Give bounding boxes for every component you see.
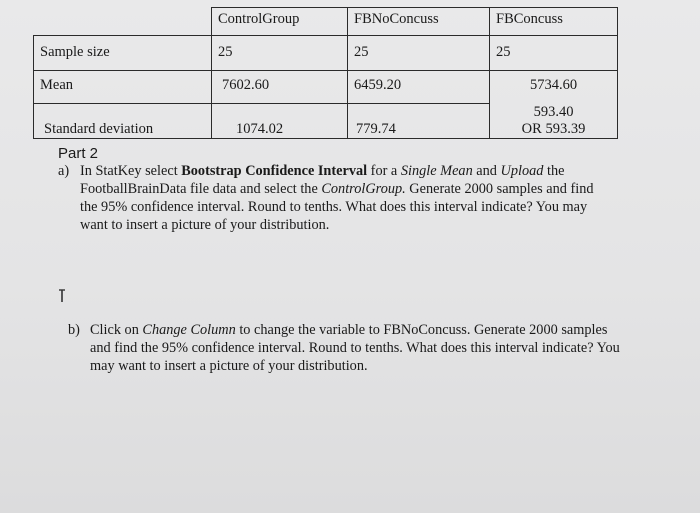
- bold-run: Bootstrap Confidence Interval: [181, 163, 368, 179]
- header-empty-cell: [34, 8, 212, 36]
- cell-fbnoconcuss: 779.74: [348, 104, 490, 139]
- cell-control: 25: [212, 36, 348, 71]
- question-a: [58, 162, 648, 234]
- text-line: [58, 180, 648, 198]
- text-run: to change the variable to FBNoConcuss. Generate 2000 samples: [235, 322, 608, 338]
- text-run: Generate 2000 samples and find: [405, 181, 594, 197]
- cell-control: 7602.60: [212, 71, 348, 104]
- table-header-row: [34, 8, 618, 36]
- text-line: and find the 95% confidence interval. Round to tenths. What does this interval indicate? You: [90, 340, 620, 356]
- row-label: Sample size: [34, 36, 212, 71]
- cell-line: OR 593.39: [521, 120, 586, 137]
- question-b: [68, 321, 658, 375]
- text-line: may want to insert a picture of your distribution.: [90, 358, 368, 374]
- cell-fbconcuss: 5734.60: [490, 71, 618, 104]
- cell-fbnoconcuss: 6459.20: [348, 71, 490, 104]
- cell-fbconcuss: 25: [490, 36, 618, 71]
- cell-line: 593.40: [533, 103, 574, 120]
- text-line: want to insert a picture of your distribution.: [80, 217, 330, 233]
- text-run: and: [472, 163, 501, 179]
- cell-fbconcuss: [490, 104, 618, 139]
- italic-run: Single Mean: [400, 163, 473, 179]
- statistics-table: [33, 7, 618, 139]
- header-fbnoconcuss: FBNoConcuss: [348, 8, 490, 36]
- italic-run: Upload: [500, 163, 544, 179]
- italic-run: ControlGroup.: [321, 181, 406, 197]
- question-marker: a): [58, 163, 70, 179]
- cell-control: 1074.02: [212, 104, 348, 139]
- italic-run: Change Column: [142, 322, 236, 338]
- row-label: Mean: [34, 71, 212, 104]
- table-row: [34, 36, 618, 71]
- text-cursor-icon: [58, 288, 66, 304]
- text-line: the 95% confidence interval. Round to tenths. What does this interval indicate? You may: [80, 199, 588, 215]
- table-row: [34, 104, 618, 139]
- header-fbconcuss: FBConcuss: [490, 8, 618, 36]
- part-title: Part 2: [58, 145, 99, 162]
- text-run: FootballBrainData file data and select the: [80, 181, 322, 197]
- cell-fbnoconcuss: 25: [348, 36, 490, 71]
- question-marker: b): [68, 322, 80, 338]
- text-run: In StatKey select: [80, 163, 182, 179]
- text-run: the: [543, 163, 565, 179]
- text-run: Click on: [90, 322, 143, 338]
- row-label: Standard deviation: [34, 104, 212, 139]
- text-run: for a: [367, 163, 401, 179]
- header-control-group: ControlGroup: [212, 8, 348, 36]
- table-row: [34, 71, 618, 104]
